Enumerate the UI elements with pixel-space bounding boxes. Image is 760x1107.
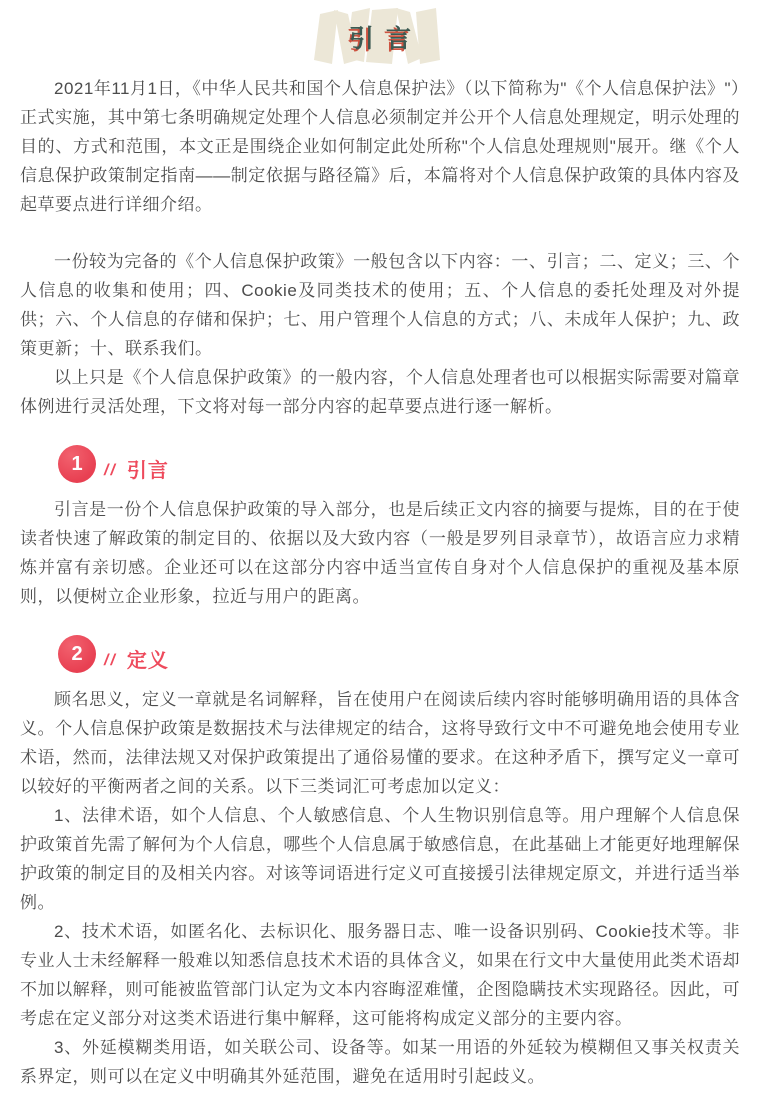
brush-stroke-shape: [314, 10, 338, 64]
paragraph: 1、法律术语，如个人信息、个人敏感信息、个人生物识别信息等。用户理解个人信息保护政策首先需了解何为个人信息，哪些个人信息属于敏感信息，在此基础上才能更好地理解保护政策的制定目的及相关内容。对该等词语进行定义可直接援引法律规定原文，并进行适当举例。: [20, 806, 740, 912]
paragraph: 以上只是《个人信息保护政策》的一般内容，个人信息处理者也可以根据实际需要对篇章体例进行灵活处理，下文将对每一部分内容的起草要点进行逐一解析。: [20, 368, 740, 416]
section-definitions: [20, 635, 740, 1091]
section-content: [20, 685, 740, 1091]
paragraph: 引言是一份个人信息保护政策的导入部分，也是后续正文内容的摘要与提炼，目的在于使读者快速了解政策的制定目的、依据以及大致内容（一般是罗列目录章节），故语言应力求精炼并富有亲切感。企业还可以在这部分内容中适当宣传自身对个人信息保护的重视及基本原则，以便树立企业形象，拉近与用户的距离。: [20, 500, 740, 606]
section-content: [20, 495, 740, 611]
section-number-badge: 2: [58, 635, 96, 673]
section-heading-introduction: [58, 445, 740, 483]
paragraph: 一份较为完备的《个人信息保护政策》一般包含以下内容：一、引言；二、定义；三、个人信息的收集和使用；四、Cookie及同类技术的使用；五、个人信息的委托处理及对外提供；六、个人信息的存储和保护；七、用户管理个人信息的方式；八、未成年人保护；九、政策更新；十、联系我们。: [20, 252, 740, 358]
section-title: 定义: [126, 649, 169, 672]
paragraph: 顾名思义，定义一章就是名词解释，旨在使用户在阅读后续内容时能够明确用语的具体含义。个人信息保护政策是数据技术与法律规定的结合，这将导致行文中不可避免地会使用专业术语，然而，法律法规又对保护政策提出了通俗易懂的要求。在这种矛盾下，撰写定义一章可以较好的平衡两者之间的关系。以下三类词汇可考虑加以定义：: [20, 690, 740, 796]
section-heading-definitions: [58, 635, 740, 673]
paragraph: 2021年11月1日，《中华人民共和国个人信息保护法》（以下简称为"《个人信息保护法》"）正式实施，其中第七条明确规定处理个人信息必须制定并公开个人信息处理规定，明示处理的目的、方式和范围，本文正是围绕企业如何制定此处所称"个人信息处理规则"展开。继《个人信息保护政策制定指南——制定依据与路径篇》后，本篇将对个人信息保护政策的具体内容及起草要点进行详细介绍。: [20, 79, 740, 214]
article-header: [20, 8, 740, 66]
section-slash-decoration: //: [104, 652, 117, 669]
page-title: 引言: [348, 25, 424, 53]
article-body: [20, 74, 740, 1091]
section-title: 引言: [126, 459, 169, 482]
section-introduction: [20, 445, 740, 611]
paragraph: 2、技术术语，如匿名化、去标识化、服务器日志、唯一设备识别码、Cookie技术等。非专业人士未经解释一般难以知悉信息技术术语的具体含义，如果在行文中大量使用此类术语却不加以解释，则可能被监管部门认定为文本内容晦涩难懂，企图隐瞒技术实现路径。因此，可考虑在定义部分对这类术语进行集中解释，这可能将构成定义部分的主要内容。: [20, 922, 740, 1028]
paragraph: 3、外延模糊类用语，如关联公司、设备等。如某一用语的外延较为模糊但又事关权责关系界定，则可以在定义中明确其外延范围，避免在适用时引起歧义。: [20, 1038, 740, 1086]
section-number-badge: 1: [58, 445, 96, 483]
section-slash-decoration: //: [104, 462, 117, 479]
